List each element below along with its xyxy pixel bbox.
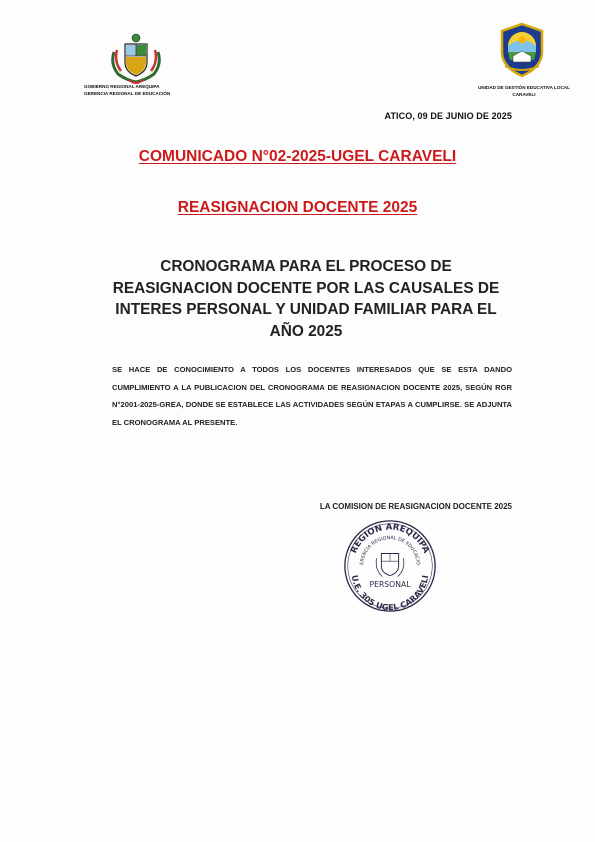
heading-line: CRONOGRAMA PARA EL PROCESO DE (160, 258, 452, 275)
gerencia-regional-label: GERENCIA REGIONAL DE EDUCACIÓN (84, 90, 171, 96)
official-seal-stamp (342, 518, 438, 614)
cronograma-heading (100, 256, 512, 342)
reasignacion-subtitle: REASIGNACION DOCENTE 2025 (177, 199, 418, 216)
signature-line: LA COMISION DE REASIGNACION DOCENTE 2025 (319, 502, 512, 511)
heading-line: REASIGNACION DOCENTE POR LAS CAUSALES DE (112, 279, 500, 297)
comunicado-title: COMUNICADO N°02-2025-UGEL CARAVELI (138, 148, 457, 165)
svg-text:U.E. 305 UGEL CARAVELI: U.E. 305 UGEL CARAVELI (349, 574, 431, 613)
ugel-label: UNIDAD DE GESTIÓN EDUCATIVA LOCAL (478, 85, 570, 90)
svg-text:REGION AREQUIPA: REGION AREQUIPA (349, 522, 431, 555)
ugel-caraveli-logo (497, 22, 547, 78)
right-logo-caption (466, 85, 582, 98)
gobierno-regional-label: GOBIERNO REGIONAL AREQUIPA (84, 84, 160, 89)
left-logo-caption (84, 84, 188, 97)
peru-coat-of-arms-logo (108, 30, 164, 86)
caraveli-label: CARAVELI (512, 91, 536, 97)
svg-text:PERSONAL: PERSONAL (369, 580, 411, 590)
svg-text:GERENCIA REGIONAL DE EDUCACION: ERENCIA REGIONAL DE EDUCACIO (360, 536, 420, 566)
document-date: ATICO, 09 DE JUNIO DE 2025 (384, 111, 512, 121)
heading-line: AÑO 2025 (269, 322, 343, 340)
body-paragraph: SE HACE DE CONOCIMIENTO A TODOS LOS DOCENTES INTERESADOS QUE SE ESTA DANDO CUMPLIMIENTO A LA PUBLICACION DEL CRONOGRAMA DE REASIGNACION DOCENTE 2025, SEGÚN RGR N°2001-2025-GREA, DONDE SE ESTABLECE LAS ACTIVIDADES SEGÚN ETAPAS A CUMPLIRSE. SE ADJUNTA EL CRONOGRAMA AL PRESENTE. (112, 365, 512, 427)
heading-line: INTERES PERSONAL Y UNIDAD FAMILIAR PARA EL (115, 301, 497, 318)
